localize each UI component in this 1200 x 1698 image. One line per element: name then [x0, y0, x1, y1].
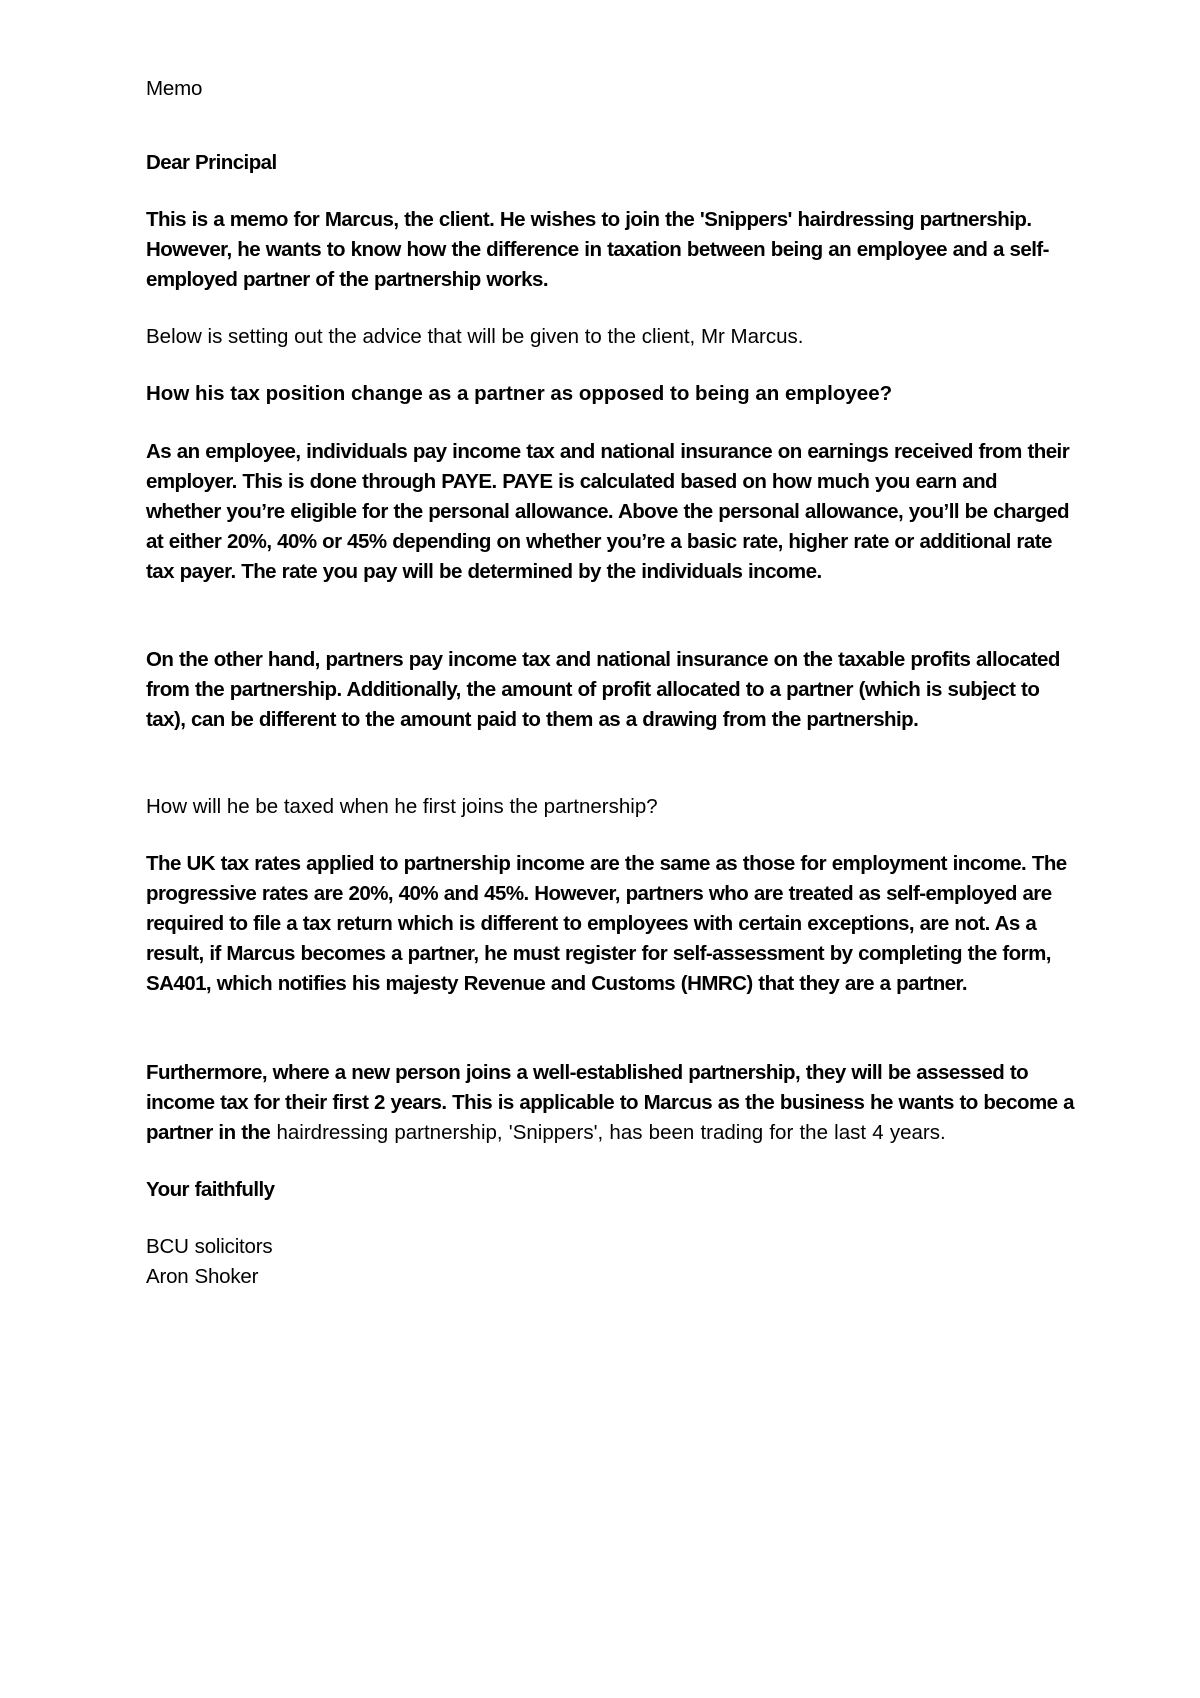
signature-organisation: BCU solicitors [146, 1235, 273, 1258]
section2-paragraph-rates: The UK tax rates applied to partnership income are the same as those for employment income. The progressive rates are 20%, 40% and 45%. However, partners who are treated as self-employed are required to file a tax return which is different to employees with certain exceptions, are not. As a result, if Marcus becomes a partner, he must register for self-assessment by completing the form, SA401, which notifies his majesty Revenue and Customs (HMRC) that they are a partner. [146, 852, 1067, 995]
assessment-bold-text: Furthermore, where a new person joins a well-established partnership, they will be assessed to income tax for their first 2 years. This is applicable to Marcus as the business he wants to become a partner in the [146, 1061, 1075, 1144]
salutation: Dear Principal [146, 151, 277, 174]
section1-heading: How his tax position change as a partner as opposed to being an employee? [146, 382, 893, 405]
intro-paragraph: This is a memo for Marcus, the client. He wishes to join the 'Snippers' hairdressing partnership. However, he wants to know how the difference in taxation between being an employee and a self-employed partner of the partnership works. [146, 208, 1049, 291]
memo-title: Memo [146, 77, 203, 100]
signature-name: Aron Shoker [146, 1265, 259, 1288]
section2-paragraph-assessment [146, 1058, 1076, 1148]
section2-heading: How will he be taxed when he first joins the partnership? [146, 795, 658, 818]
closing-line: Your faithfully [146, 1178, 275, 1201]
section1-paragraph-partner: On the other hand, partners pay income tax and national insurance on the taxable profits allocated from the partnership. Additionally, the amount of profit allocated to a partner (which is subject to tax), can be different to the amount paid to them as a drawing from the partnership. [146, 648, 1060, 731]
section1-paragraph-employee: As an employee, individuals pay income tax and national insurance on earnings received from their employer. This is done through PAYE. PAYE is calculated based on how much you earn and whether you’re eligible for the personal allowance. Above the personal allowance, you’ll be charged at either 20%, 40% or 45% depending on whether you’re a basic rate, higher rate or additional rate tax payer. The rate you pay will be determined by the individuals income. [146, 440, 1070, 583]
advice-line: Below is setting out the advice that will be given to the client, Mr Marcus. [146, 325, 804, 348]
assessment-light-text: hairdressing partnership, 'Snippers', has been trading for the last 4 years. [270, 1121, 946, 1144]
